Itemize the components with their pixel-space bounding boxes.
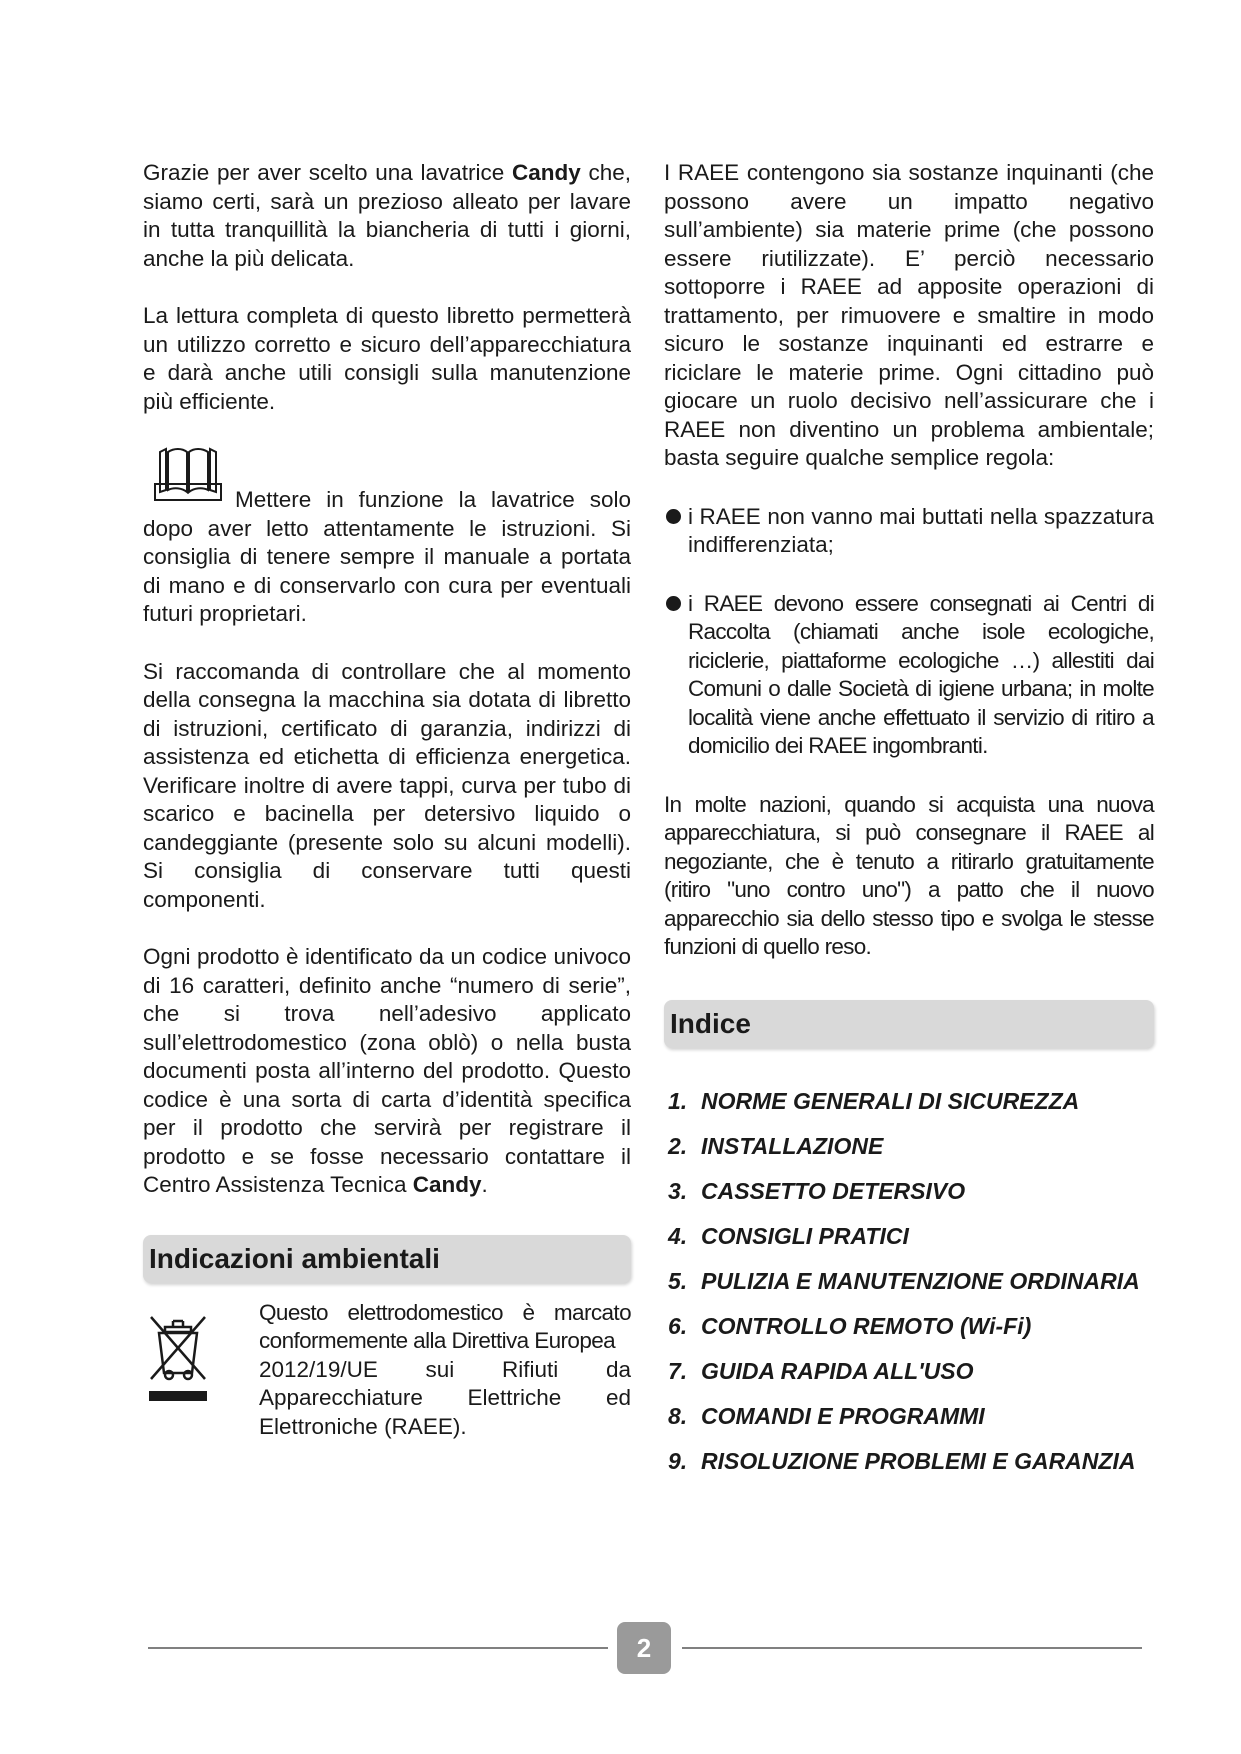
weee-text-raee: 2012/19/UE sui Rifiuti da Apparecchiature Elettriche ed Elettroniche (RAEE). (259, 1356, 631, 1439)
exchange-paragraph: In molte nazioni, quando si acquista una nuova apparecchiatura, si può consegnare il RAEE al negoziante, che è tenuto a ritirarlo gratuitamente (ritiro "uno contro uno") a patto che il nuovo apparecchio sia dello stesso tipo e svolga le stesse funzioni di quello reso. (664, 791, 1154, 959)
footer-rule-left (148, 1647, 608, 1649)
toc-item-1[interactable]: 1. NORME GENERALI DI SICUREZZA (668, 1087, 1080, 1114)
list-item (664, 590, 1154, 761)
manual-note-text: Mettere in funzione la lavatrice solo dopo aver letto attentamente le istruzioni. Si consiglia di tenere sempre il manuale a portata di mano e di conservarlo con cura per eventuali futuri proprietari. (143, 487, 631, 626)
open-book-icon (154, 446, 222, 502)
toc-item-9[interactable]: 9. RISOLUZIONE PROBLEMI E GARANZIA (668, 1447, 1136, 1474)
toc-item-2[interactable]: 2. INSTALLAZIONE (668, 1132, 884, 1159)
brand-name: Candy (412, 1172, 482, 1197)
manual-note (143, 450, 631, 629)
footer-rule-right (682, 1647, 1142, 1649)
toc-item-6[interactable]: 6. CONTROLLO REMOTO (Wi-Fi) (668, 1312, 1032, 1339)
toc-item-7[interactable]: 7. GUIDA RAPIDA ALL'USO (668, 1357, 974, 1384)
intro-paragraph: Grazie per aver scelto una lavatrice Candy che, siamo certi, sarà un prezioso alleato per lavare in tutta tranquillità la biancheria di tutti i giorni, anche la più delicata. (143, 160, 631, 271)
toc-item-8[interactable]: 8. COMANDI E PROGRAMMI (668, 1402, 985, 1429)
raee-rule-1: i RAEE non vanno mai buttati nella spazzatura indifferenziata; (688, 503, 1154, 557)
delivery-check-paragraph: Si raccomanda di controllare che al momento della consegna la macchina sia dotata di libretto di istruzioni, certificato di garanzia, indirizzi di assistenza ed etichetta di efficienza energetica. Verificare inoltre di avere tappi, curva per tubo di scarico e bacinella per detersivo liquido o candeggiante (presente solo su alcuni modelli). Si consiglia di conservare tutti questi componenti. (143, 658, 631, 912)
weee-notice (143, 1299, 631, 1442)
environment-section-header: Indicazioni ambientali (143, 1235, 631, 1283)
bullet-icon (666, 509, 681, 524)
reading-paragraph: La lettura completa di questo libretto permetterà un utilizzo corretto e sicuro dell’apparecchiatura e darà anche utili consigli sulla manutenzione più efficiente. (143, 303, 631, 414)
raee-intro-paragraph: I RAEE contengono sia sostanze inquinanti (che possono avere un impatto negativo sull’ambiente) sia materie prime (che possono essere riutilizzate). E’ perciò necessario sottoporre i RAEE ad apposite operazioni di trattamento, per rimuovere e smaltire in modo sicuro le sostanze inquinanti ed estrarre e riciclare le materie prime. Ogni cittadino può giocare un ruolo decisivo nell’assicurare che i RAEE non diventino un problema ambientale; basta seguire qualche semplice regola: (664, 160, 1154, 470)
toc-item-4[interactable]: 4. CONSIGLI PRATICI (668, 1222, 909, 1249)
serial-number-paragraph: Ogni prodotto è identificato da un codice univoco di 16 caratteri, definito anche “numero di serie”, che si trova nell’adesivo applicato sull’elettrodomestico (zona oblò) o nella busta documenti posta all’interno del prodotto. Questo codice è una sorta di carta d’identità specifica per il prodotto che servirà per registrare il prodotto e se fosse necessario contattare il Centro Assistenza Tecnica Candy. (143, 944, 631, 1197)
weee-text-directive: Questo elettrodomestico è marcato conformemente alla Direttiva Europea (259, 1299, 631, 1353)
right-column (664, 159, 1154, 1491)
index-section-header: Indice (664, 1000, 1154, 1048)
list-item (664, 503, 1154, 560)
raee-rules-list (664, 503, 1154, 761)
toc-item-3[interactable]: 3. CASSETTO DETERSIVO (668, 1177, 966, 1204)
bullet-icon (666, 596, 681, 611)
toc-item-5[interactable]: 5. PULIZIA E MANUTENZIONE ORDINARIA (668, 1267, 1140, 1294)
page-number: 2 (617, 1622, 671, 1674)
raee-rule-2: i RAEE devono essere consegnati ai Centri di Raccolta (chiamati anche isole ecologiche, riciclerie, piattaforme ecologiche …) allestiti dai Comuni o dalle Società di igiene urbana; in molte località viene anche effettuato il servizio di ritiro a domicilio dei RAEE ingombranti. (688, 590, 1154, 758)
table-of-contents (664, 1086, 1154, 1491)
crossed-bin-icon (143, 1311, 213, 1403)
left-column (143, 159, 631, 1441)
brand-name: Candy (511, 160, 581, 185)
